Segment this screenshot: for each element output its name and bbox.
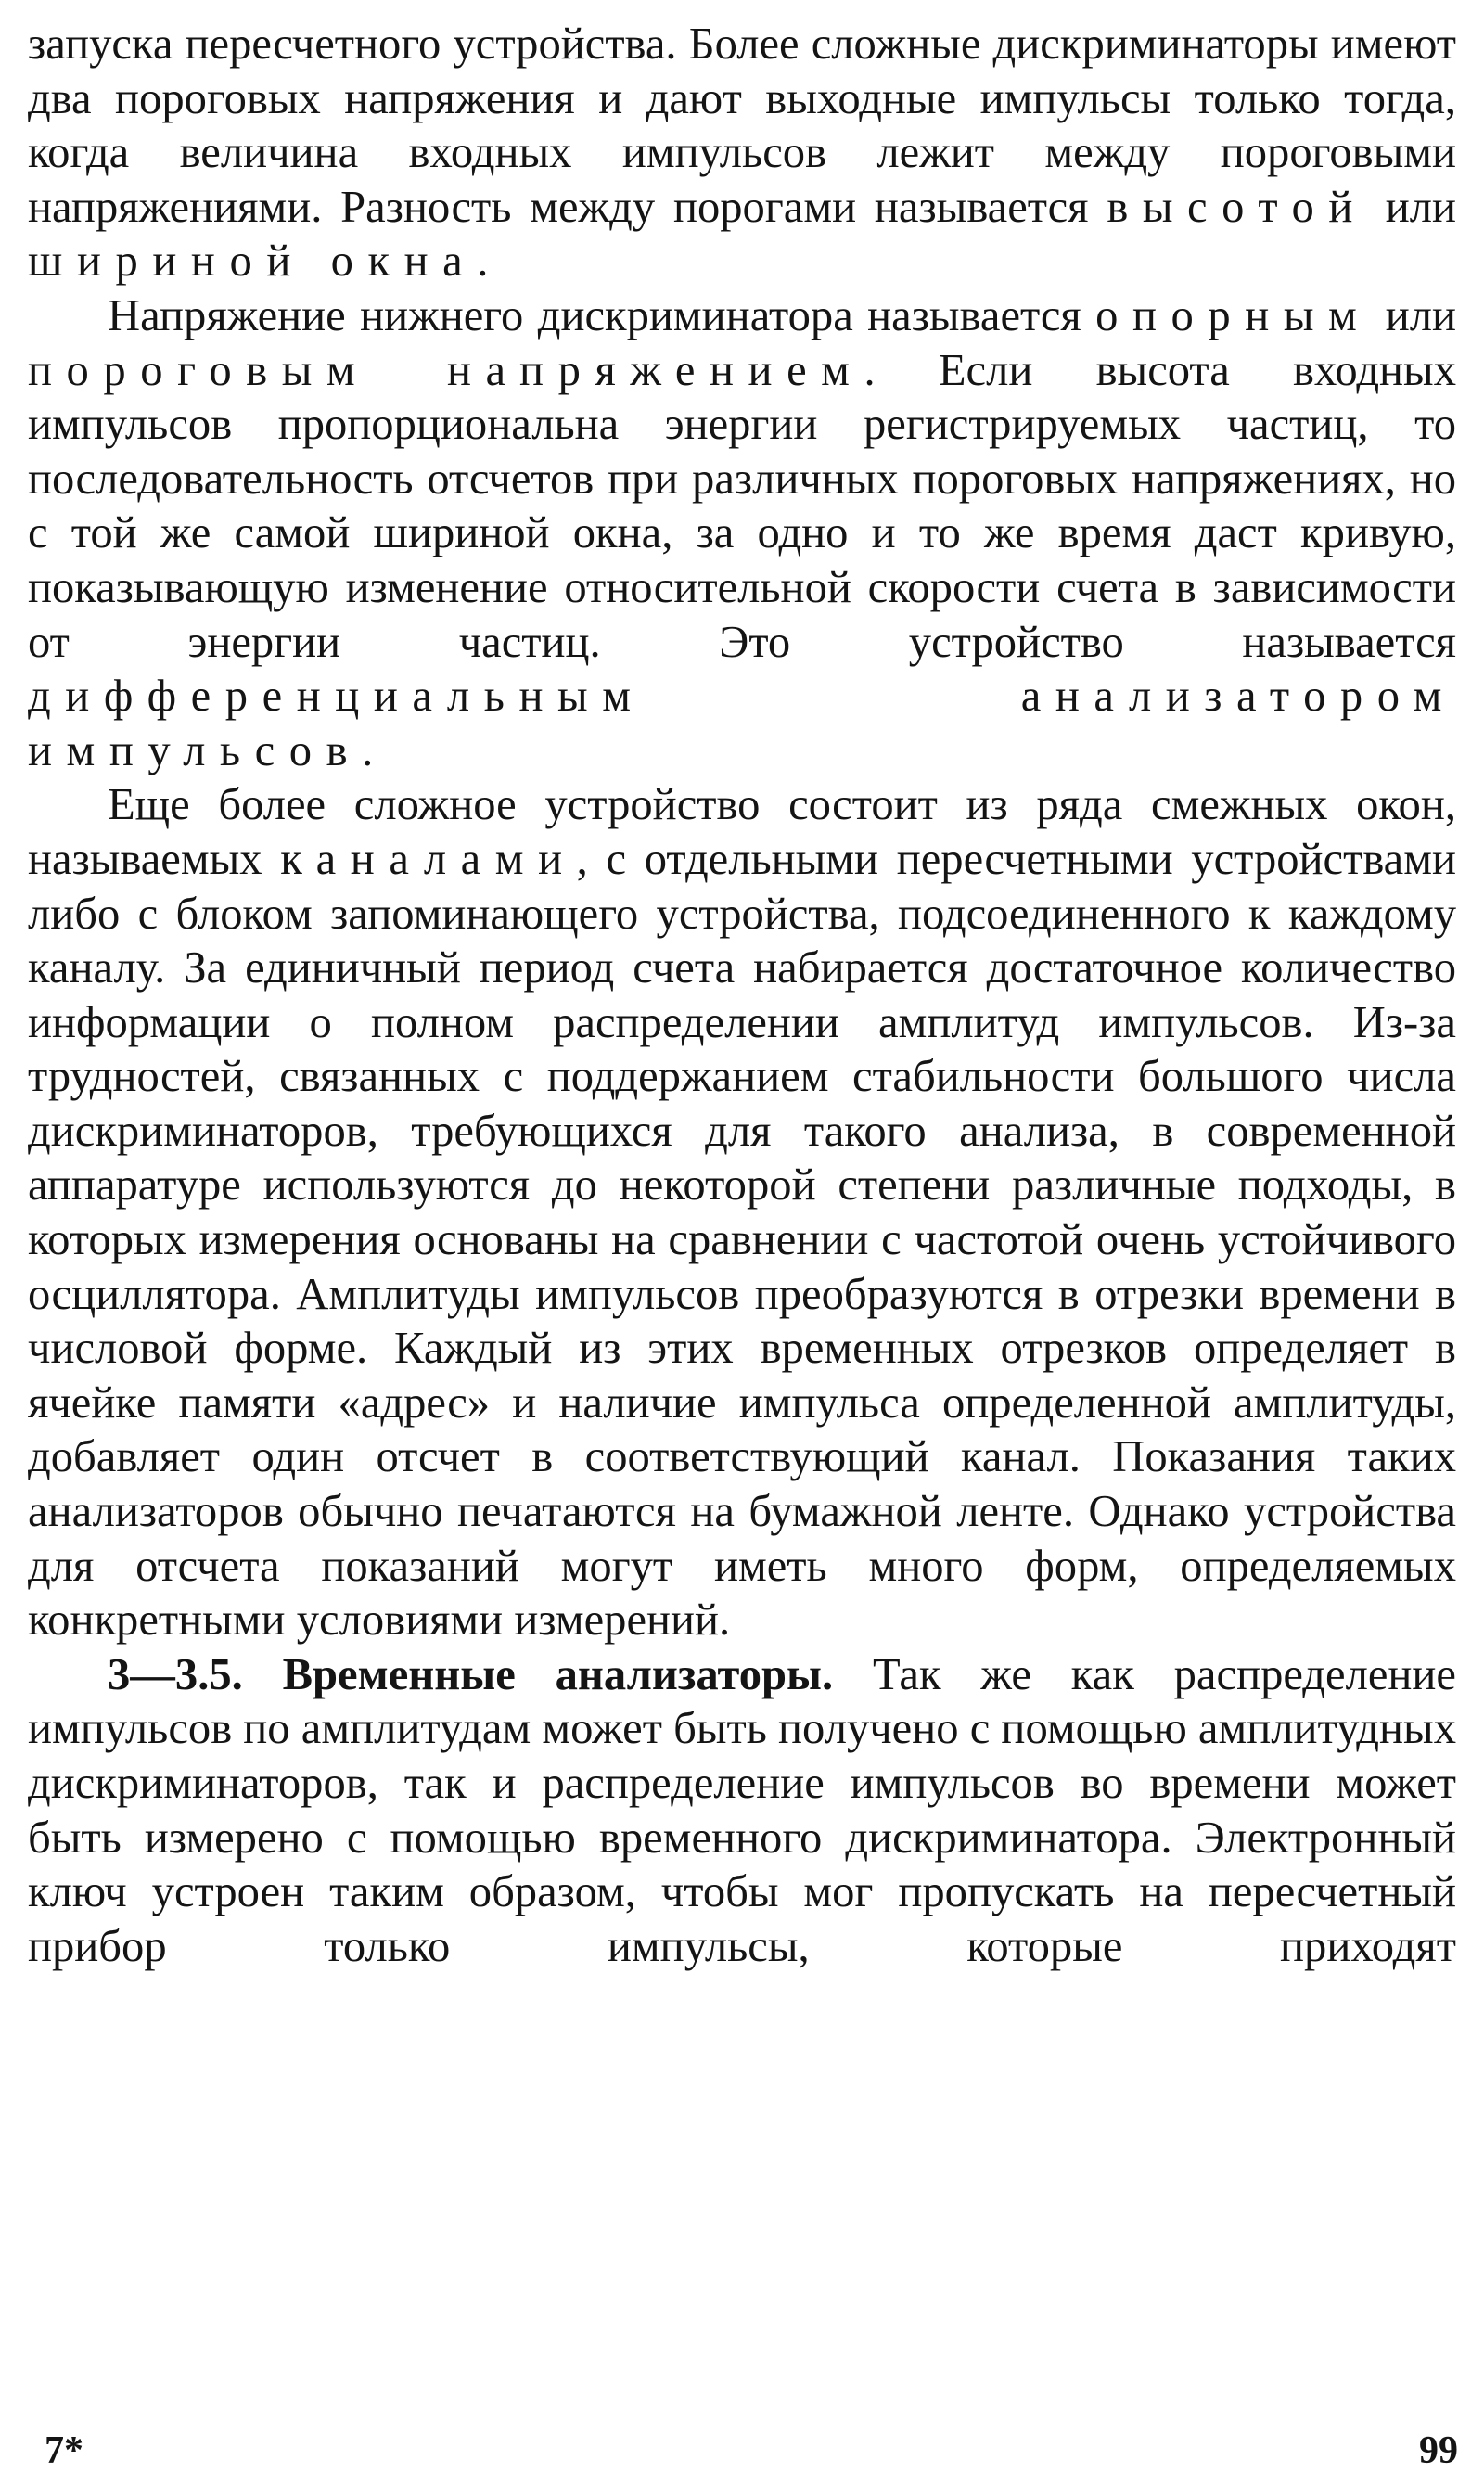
paragraph-channels: [28, 777, 1456, 1647]
paragraph-text: Еще более сложное устройство состоит из ряда смежных окон, называемых: [28, 779, 1456, 884]
page-number: 99: [1419, 2429, 1458, 2472]
emphasized-term-channels: каналами: [280, 833, 577, 884]
page-body: [28, 17, 1456, 1973]
paragraph-text: Напряжение нижнего дискриминатора называется: [108, 289, 1096, 340]
paragraph-thresholds: [28, 17, 1456, 288]
paragraph-text: или: [1366, 181, 1456, 232]
emphasized-term-window-width: шириной окна: [28, 236, 478, 287]
paragraph-reference-voltage: [28, 288, 1456, 777]
signature-mark: 7*: [45, 2429, 83, 2472]
paragraph-text: запуска пересчетного устройства. Более сложные дискриминаторы имеют два пороговых напряжения и дают выходные импульсы только тогда, когда величина входных импульсов лежит между пороговыми напряжениями. Разность между порогами называется: [28, 19, 1456, 232]
paragraph-text: . Если высота входных импульсов пропорциональна энергии регистрируемых частиц, то последовательность отсчетов при различных пороговых напряжениях, но с той же самой шириной окна, за одно и то же время даст кривую, показывающую изменение относительной скорости счета в зависимости от энергии частиц. Это устройство называется: [28, 344, 1456, 667]
paragraph-text: Так же как распределение импульсов по амплитудам может быть получено с помощью амплитудных дискриминаторов, так и распределение импульсов во времени может быть измерено с помощью временного дискриминатора. Электронный ключ устроен таким образом, чтобы мог пропускать на пересчетный прибор только импульсы, которые приходят: [28, 1648, 1456, 1971]
paragraph-text: , с отдельными пересчетными устройствами либо с блоком запоминающего устройства, подсоединенного к каждому каналу. За единичный период счета набирается достаточное количество информации о полном распределении амплитуд импульсов. Из-за трудностей, связанных с поддержанием стабильности большого числа дискриминаторов, требующихся для такого анализа, в современной аппаратуре используются до некоторой степени различные подходы, в которых измерения основаны на сравнении с частотой очень устойчивого осциллятора. Амплитуды импульсов преобразуются в отрезки времени в числовой форме. Каждый из этих временных отрезков определяет в ячейке памяти «адрес» и наличие импульса определенной амплитуды, добавляет один отсчет в соответствующий канал. Показания таких анализаторов обычно печатаются на бумажной ленте. Однако устройства для отсчета показаний могут иметь много форм, определяемых конкретными условиями измерений.: [28, 833, 1456, 1646]
paragraph-text: .: [362, 724, 374, 775]
paragraph-text: .: [477, 236, 489, 287]
emphasized-term-differential-analyzer: дифференциальным анализатором импульсов: [28, 671, 1456, 775]
paragraph-text: или: [1371, 289, 1456, 340]
paragraph-time-analyzers: [28, 1647, 1456, 1974]
emphasized-term-threshold-voltage: пороговым напряжением: [28, 344, 864, 395]
page-footer: [0, 2428, 1484, 2472]
section-heading: 3—3.5. Временные анализаторы.: [108, 1648, 834, 1699]
emphasized-term-height: высотой: [1107, 181, 1367, 232]
emphasized-term-reference: опорным: [1095, 289, 1372, 340]
